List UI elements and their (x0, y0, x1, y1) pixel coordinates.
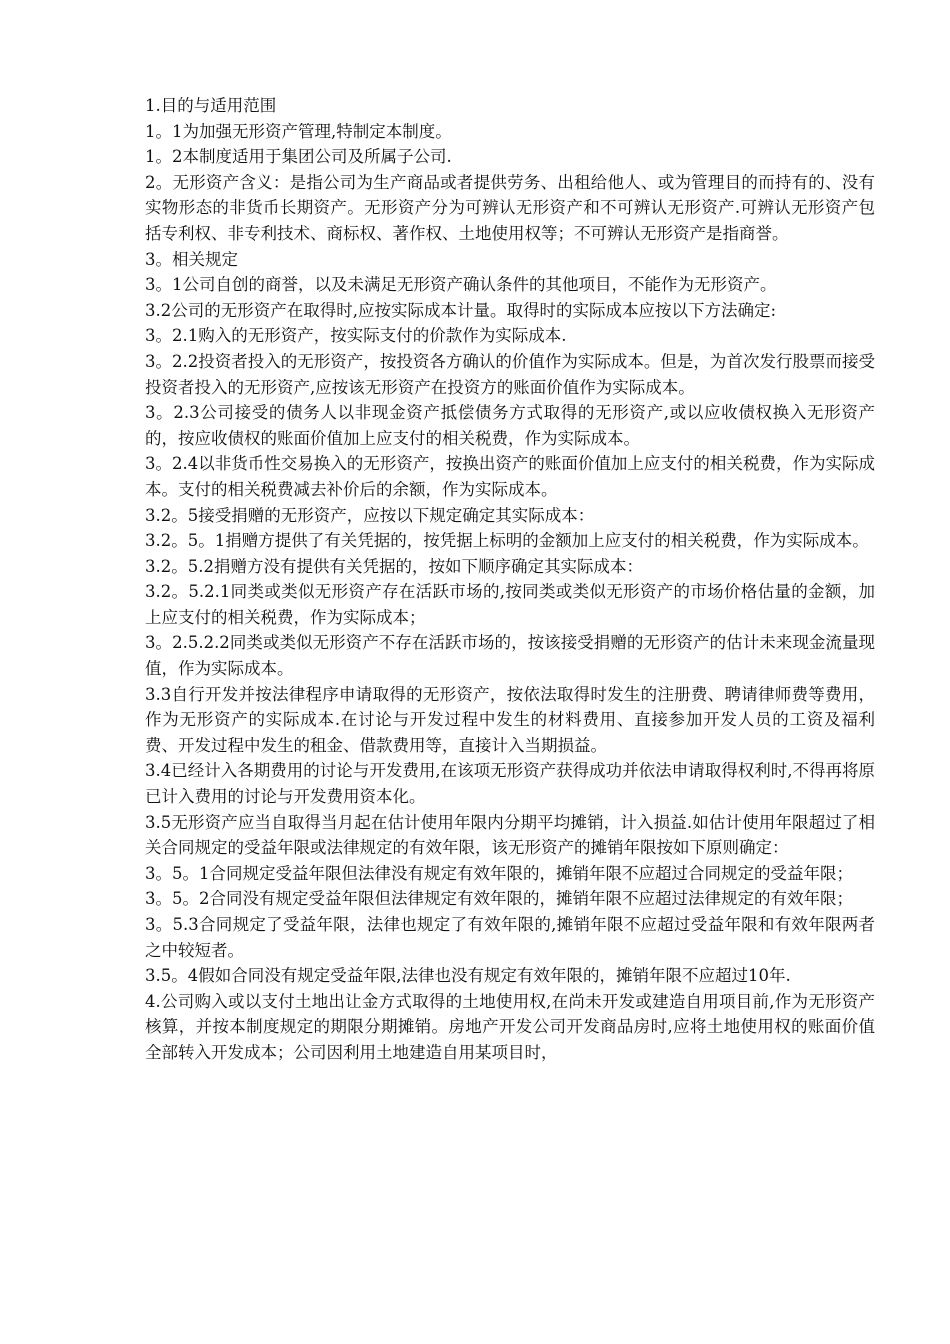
clause-3-2-5-2: 3.2。5.2捐赠方没有提供有关凭据的，按如下顺序确定其实际成本： (145, 556, 643, 576)
clause-3-4: 3.4已经计入各期费用的讨论与开发费用,在该项无形资产获得成功并依法申请取得权利时,不得再将原已计入费用的讨论与开发费用资本化。 (145, 761, 875, 807)
clause-3-2-3: 3。2.3公司接受的债务人以非现金资产抵偿债务方式取得的无形资产,或以应收债权换入无形资产的，按应收债权的账面价值加上应支付的相关税费，作为实际成本。 (145, 403, 875, 448)
clause-4-land-use-right: 4.公司购入或以支付土地出让金方式取得的土地使用权,在尚未开发或建造自用项目前,作为无形资产核算，并按本制度规定的期限分期摊销。房地产开发公司开发商品房时,应将土地使用权的账面价值全部转入开发成本；公司因利用土地建造自用某项目时， (145, 991, 875, 1062)
heading-section-1: 1.目的与适用范围 (145, 96, 277, 115)
clause-3-2-2: 3。2.2投资者投入的无形资产，按投资各方确认的价值作为实际成本。但是，为首次发行股票而接受投资者投入的无形资产,应按该无形资产在投资方的账面价值作为实际成本。 (145, 351, 875, 397)
clause-3-2-4: 3。2.4以非货币性交易换入的无形资产，按换出资产的账面价值加上应支付的相关税费，作为实际成本。支付的相关税费减去补价后的余额，作为实际成本。 (145, 454, 875, 499)
clause-2-definition: 2。无形资产含义：是指公司为生产商品或者提供劳务、出租给他人、或为管理目的而持有的、没有实物形态的非货币长期资产。无形资产分为可辨认无形资产和不可辨认无形资产.可辨认无形资产包括专利权、非专利技术、商标权、著作权、土地使用权等；不可辨认无形资产是指商誉。 (145, 172, 875, 243)
clause-3-1: 3。1公司自创的商誉，以及未满足无形资产确认条件的其他项目，不能作为无形资产。 (145, 275, 777, 295)
clause-3-2-1: 3。2.1购入的无形资产，按实际支付的价款作为实际成本. (145, 326, 567, 346)
clause-3-2: 3.2公司的无形资产在取得时,应按实际成本计量。取得时的实际成本应按以下方法确定: (145, 300, 777, 320)
clause-1-1: 1。1为加强无形资产管理,特制定本制度。 (145, 121, 452, 141)
clause-1-2: 1。2本制度适用于集团公司及所属子公司. (145, 147, 452, 167)
clause-3-5-2: 3。5。2合同没有规定受益年限但法律规定有效年限的，摊销年限不应超过法律规定的有效年限； (145, 889, 853, 909)
clause-3-5-4: 3.5。4假如合同没有规定受益年限,法律也没有规定有效年限的，摊销年限不应超过10年. (145, 966, 791, 986)
clause-3-2-5-2-1: 3.2。5.2.1同类或类似无形资产存在活跃市场的,按同类或类似无形资产的市场价格估量的金额，加上应支付的相关税费，作为实际成本； (145, 582, 875, 627)
clause-3-5-1: 3。5。1合同规定受益年限但法律没有规定有效年限的，摊销年限不应超过合同规定的受益年限； (145, 863, 853, 883)
clause-3-5: 3.5无形资产应当自取得当月起在估计使用年限内分期平均摊销，计入损益.如估计使用年限超过了相关合同规定的受益年限或法律规定的有效年限，该无形资产的摊销年限按如下原则确定： (145, 812, 875, 858)
clause-3-5-3: 3。5.3合同规定了受益年限，法律也规定了有效年限的,摊销年限不应超过受益年限和有效年限两者之中较短者。 (145, 915, 875, 960)
clause-3-2-5-1: 3.2。5。1捐赠方提供了有关凭据的，按凭据上标明的金额加上应支付的相关税费，作为实际成本。 (145, 531, 869, 551)
document-body (145, 93, 875, 1066)
clause-3-2-5-2-2: 3。2.5.2.2同类或类似无形资产不存在活跃市场的，按该接受捐赠的无形资产的估计未来现金流量现值，作为实际成本。 (145, 633, 875, 679)
heading-section-3: 3。相关规定 (145, 249, 238, 269)
clause-3-2-5: 3.2。5接受捐赠的无形资产，应按以下规定确定其实际成本： (145, 505, 595, 525)
clause-3-3: 3.3自行开发并按法律程序申请取得的无形资产，按依法取得时发生的注册费、聘请律师费等费用，作为无形资产的实际成本.在讨论与开发过程中发生的材料费用、直接参加开发人员的工资及福利费、开发过程中发生的租金、借款费用等，直接计入当期损益。 (145, 684, 875, 755)
